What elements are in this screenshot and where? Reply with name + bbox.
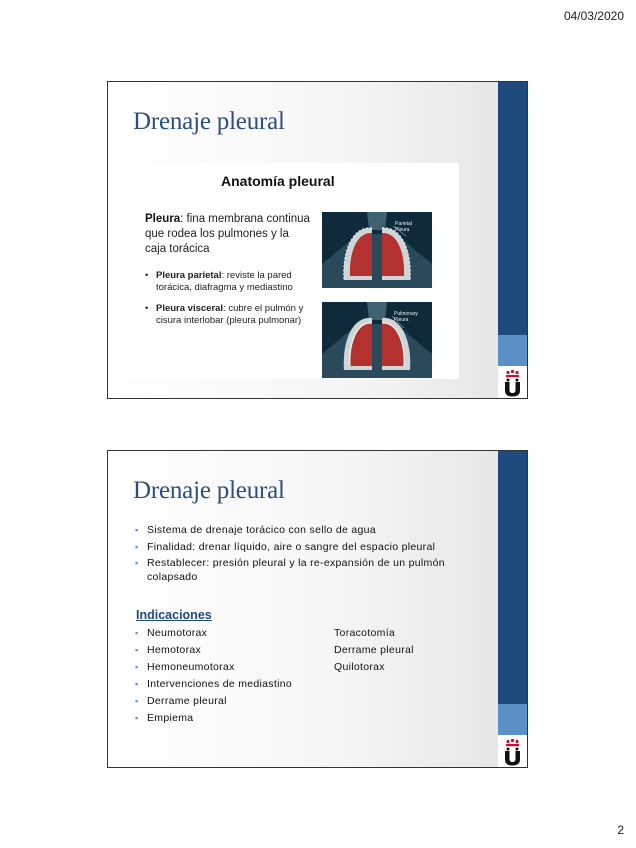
list-item: ▪ Restablecer: presión pleural y la re-expansión de un pulmón colapsado	[135, 557, 475, 584]
side-bar-dark	[498, 451, 527, 704]
slide-subtitle: Anatomía pleural	[221, 173, 335, 189]
side-bar-light	[498, 335, 527, 366]
list-item: ▪ Finalidad: drenar líquido, aire o sangre del espacio pleural	[135, 541, 475, 555]
image-label-line2: Pleura	[394, 317, 409, 323]
slide-side-bar	[498, 451, 527, 767]
list-item: Toracotomía	[334, 627, 396, 639]
university-logo-icon	[502, 369, 523, 397]
side-bar-dark	[498, 82, 527, 335]
bullet-text: : reviste la pared torácica, diafragma y mediastino	[156, 270, 293, 293]
definition-term: Pleura	[145, 213, 181, 225]
parietal-pleura-illustration	[322, 212, 432, 288]
bullet-text: : cubre el pulmón y cisura interlobar (pleura pulmonar)	[156, 303, 304, 326]
slide-title: Drenaje pleural	[133, 477, 285, 504]
list-item: Derrame pleural	[334, 644, 414, 657]
list-item: Quilotorax	[334, 661, 385, 674]
list-item: ▪ Sistema de drenaje torácico con sello de agua	[135, 524, 475, 538]
list-item: ▪ Empiema	[135, 712, 335, 726]
side-bar-logo-area	[498, 366, 527, 399]
list-item: ▪ Neumotorax	[135, 627, 335, 641]
visceral-pleura-illustration	[322, 302, 432, 378]
image-label-line2: Pleura	[395, 227, 410, 233]
slide-anatomia-pleural	[107, 81, 528, 399]
definition-text: : fina membrana continua que rodea los pulmones y la caja torácica	[145, 213, 310, 255]
page-date: 04/03/2020	[563, 9, 624, 23]
indications-list-left	[135, 627, 335, 730]
slide-title: Drenaje pleural	[133, 108, 285, 135]
slide-drenaje-indicaciones	[107, 450, 528, 768]
indications-list-right	[334, 627, 444, 678]
page-number: 2	[617, 823, 624, 837]
side-bar-logo-area	[498, 735, 527, 768]
bullet-term: Pleura parietal	[156, 270, 222, 281]
indications-heading: Indicaciones	[136, 608, 212, 622]
list-item	[144, 303, 319, 327]
slide-side-bar	[498, 82, 527, 398]
drainage-description-list	[135, 524, 475, 587]
list-item	[144, 270, 319, 294]
pleura-types-list	[144, 270, 319, 336]
bullet-term: Pleura visceral	[156, 303, 224, 314]
list-item: ▪ Hemoneumotorax	[135, 661, 335, 675]
university-logo-icon	[502, 738, 523, 766]
list-item: ▪ Intervenciones de mediastino	[135, 678, 335, 692]
list-item: ▪ Derrame pleural	[135, 695, 335, 709]
image-label-line1: Pulmonary	[394, 311, 418, 317]
list-item: ▪ Hemotorax	[135, 644, 335, 658]
side-bar-light	[498, 704, 527, 735]
image-label-line1: Parietal	[395, 221, 412, 227]
pleura-definition	[145, 212, 310, 257]
